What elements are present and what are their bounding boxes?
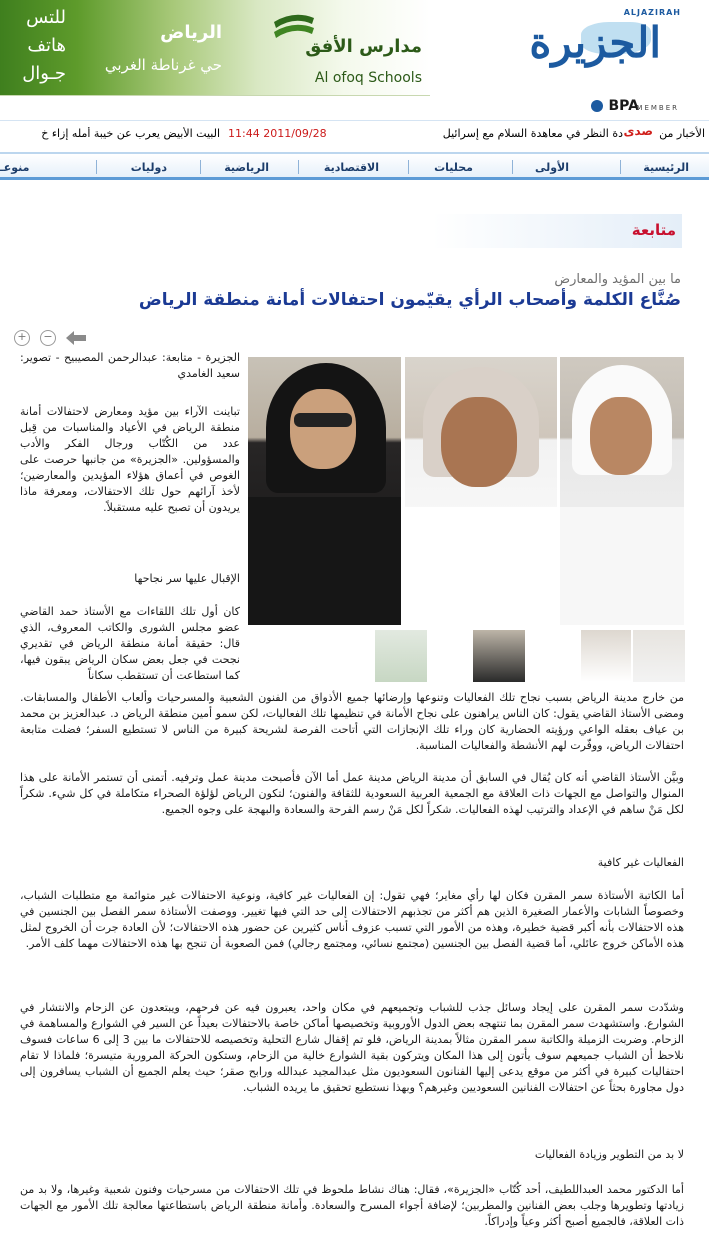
nav-separator	[408, 160, 409, 174]
photo-sunglasses	[294, 413, 352, 427]
article-byline: الجزيرة - متابعة: عبدالرحمن المصيبيح - تصوير: سعيد الغامدي	[20, 351, 240, 380]
ad-contact-text: للتس هاتف جـوال	[22, 7, 66, 84]
article-photo[interactable]	[248, 357, 401, 625]
article-paragraph: وشدّدت سمر المقرن على إيجاد وسائل جذب للشباب وتجميعهم في مكان واحد، يعبرون فيه عن فرحهم، ويبتعدون عن الزحام والانتشار في الشوارع. واستشهدت سمر المقرن بما تنتهجه بعض الدول الأوروبية وتخصيصها أماكن خاصة بالاحتفالات بعيداً عن السير في الشوارع والمساهمة في الزحام. وضربت الزميلة والكاتبة سمر المقرن مثالاً بمدينة الرياض، فلو تم إقفال شارع التحلية وتخصيصه للاحتفالات ما بين 3 إلى 6 ساعات فسوف نلاحظ أن الشباب جميعهم سوف يأتون إلى هذا المكان ويتركون بقية الشوارع خالية من الزحام، وستكون الحركة المرورية متيسرة؛ فلماذا لا تقام احتفاليات كبيرة في أكثر من موقع يدعى إليها الفنانون السعوديون مثل عبدالمجيد عبدالله ورابح صقر؛ حيث يعلم الجميع أن الشباب يسافرون إلى دول مجاورة بحثاً عن احتفالات الفنانين السعوديين وغيرهم؟ وبهذا نستطيع تحقيق ما يريده الشباب.	[20, 1001, 684, 1094]
article-paragraph: وبيَّن الأستاذ القاضي أنه كان يُقال في السابق أن مدينة الرياض مدينة عمل أما الآن فأصبحت مدينة عمل وترفيه. أتمنى أن تستمر الأمانة على هذا المنوال والتواصل مع الجهات ذات العلاقة مع الجمعية العربية السعودية للثقافة والفنون؛ لتكون الرياض لؤلؤة الصحراء متكاملة في كل شيء. شكراً لكل مَنْ ساهم في الإعداد والترتيب لهذه الفعاليات. شكراً لكل مَنْ رسم الفرحة والسعادة والبهجة على وجوه الجميع.	[20, 771, 684, 816]
ticker-item[interactable]: دة النظر في معاهدة السلام مع إسرائيل	[442, 127, 623, 140]
nav-item-international[interactable]: دوليات	[130, 161, 167, 174]
site-logo[interactable]	[432, 0, 709, 96]
nav-separator	[200, 160, 201, 174]
zoom-in-icon[interactable]: +	[14, 330, 30, 346]
article-subheading: الفعاليات غير كافية	[597, 856, 684, 869]
bpa-membership	[0, 98, 709, 120]
thumbnail[interactable]	[581, 630, 631, 682]
photo-face	[290, 389, 356, 469]
thumbnail[interactable]	[473, 630, 525, 682]
news-ticker	[0, 120, 709, 148]
article-paragraph: كان أول تلك اللقاءات مع الأستاذ حمد القاضي عضو مجلس الشورى والكاتب المعروف، الذي قال: حقيقة أمانة منطقة الرياض في تقديري نجحت في جعل بعض سكان الرياض يبقون فيها، كما استطاعت أن تستقطب سكاناً	[20, 605, 240, 682]
article-tools	[14, 328, 94, 348]
photo-thobe	[405, 507, 557, 625]
ad-city: الرياض	[160, 22, 222, 43]
main-nav	[0, 152, 709, 180]
bpa-label: BPA	[608, 98, 639, 114]
nav-item-misc[interactable]: منوعـ	[0, 161, 30, 174]
photo-face	[441, 397, 517, 487]
nav-item-economy[interactable]: الاقتصادية	[323, 161, 379, 174]
nav-item-first[interactable]: الأولى	[534, 161, 569, 174]
nav-separator	[298, 160, 299, 174]
nav-separator	[96, 160, 97, 174]
photo-thobe	[560, 507, 684, 625]
nav-separator	[512, 160, 513, 174]
photo-abaya	[248, 497, 401, 625]
thumbnail[interactable]	[633, 630, 685, 682]
article-title: صُنَّاع الكلمة وأصحاب الرأي يقيّمون احتفالات أمانة منطقة الرياض	[138, 290, 681, 310]
article-subheading: الإقبال عليها سر نجاحها	[134, 572, 240, 585]
article-photo[interactable]	[405, 357, 557, 625]
nav-item-home[interactable]: الرئيسية	[643, 161, 689, 174]
site-header	[0, 0, 709, 100]
nav-separator	[620, 160, 621, 174]
ticker-date: 11:44 2011/09/28	[228, 127, 327, 140]
photo-face	[590, 397, 652, 475]
logo-arabic: الجزيرة	[529, 18, 661, 67]
nav-item-local[interactable]: محليات	[434, 161, 473, 174]
article-paragraph: تباينت الآراء بين مؤيد ومعارض لاحتفالات أمانة منطقة الرياض في الأعياد والمناسبات من قِبل عدد من الكُتّاب ورجال الفكر والأدب والمسؤولين. «الجزيرة» من جانبها حرصت على الغوص في أعماق هؤلاء المؤيدين والمعارضين؛ لأخذ آرائهم حول تلك الاحتفالات، ومعرفة ماذا يريدون أن تصبح عليه مستقبلاً.	[20, 405, 240, 514]
thumbnail[interactable]	[375, 630, 427, 682]
article-pretitle: ما بين المؤيد والمعارض	[554, 272, 681, 287]
ad-district: حي غرناطة الغربي	[104, 56, 222, 74]
ad-school-name-en: Al ofoq Schools	[314, 70, 422, 86]
bpa-icon	[591, 100, 603, 112]
school-ad-banner[interactable]	[0, 0, 430, 96]
section-label: متابعة	[631, 221, 676, 239]
logo-latin: ALJAZIRAH	[623, 8, 681, 17]
ticker-label: الأخبار من	[659, 127, 705, 140]
zoom-out-icon[interactable]: −	[40, 330, 56, 346]
ticker-source-logo: صدى	[623, 124, 653, 138]
article-photo[interactable]	[560, 357, 684, 625]
bpa-member-label: MEMBER	[636, 104, 679, 112]
section-header	[432, 214, 682, 248]
article-paragraph: أما الدكتور محمد العبداللطيف، أحد كُتّاب «الجزيرة»، فقال: هناك نشاط ملحوظ في تلك الاحتفالات من مسرحيات وفنون شعبية وغيرها، ولا بد من زيادتها وتطويرها وجلب بعض الفنانين والمطربين؛ لإضافة أجواء المسرح والسعادة. وأمانة منطقة الرياض باستطاعتها معالجة تلك الأمور مع الجهات ذات العلاقة، فالجميع أصبح أكثر وعياً وإدراكاً.	[20, 1183, 684, 1228]
article-paragraph: من خارج مدينة الرياض بسبب نجاح تلك الفعاليات وتنوعها وإرضائها جميع الأذواق من الفنون الشعبية والمسرحيات وألعاب الأطفال والمسابقات. ومضى الأستاذ القاضي يقول: كان الناس يراهنون على نجاح الأمانة في تنظيمها تلك الفعاليات، لكن سمو أمين منطقة الرياض د. عبدالعزيز بن محمد بن عياف بعقله الواعي ورؤيته الحضارية كان وراء تلك الإنجازات التي أتاحت الفرصة لشريحة كبيرة من الناس لا تستطيع السفر؛ فضلت متابعة احتفالات الرياض، ووفّرت لهم الأنشطة والفعاليات المناسبة.	[20, 691, 684, 752]
ticker-item[interactable]: البيت الأبيض يعرب عن خيبة أمله إزاء خ	[41, 127, 220, 140]
article-subheading: لا بد من التطوير وزيادة الفعاليات	[534, 1148, 684, 1161]
nav-item-sports[interactable]: الرياضية	[224, 161, 269, 174]
back-arrow-icon[interactable]	[66, 331, 86, 345]
ad-school-name-ar: مدارس الأفق	[305, 36, 422, 57]
article-paragraph: أما الكاتبة الأستاذة سمر المقرن فكان لها رأي مغاير؛ فهي تقول: إن الفعاليات غير كافية، ونوعية الاحتفالات غير متوائمة مع متطلبات الشباب، وخصوصاً الشابات والأعمار الصغيرة الذين هم أكثر من تجذبهم الاحتفالات إلى حد التي فيها تغيير. ووصفت الأستاذة سمر الفصل بين الجنسين في هذه الاحتفالات بأنه أكبر قضية خطيرة، وهذه من الأمور التي تسبب عزوف أناس كثيرين عن حضور هذه الاحتفالات؛ لأن العادة جرت أن الخروج لمثل هذه الأماكن خروج عائلي، أما قضية الفصل بين الجنسين (مجتمع نسائي، ومجتمع رجالي) فمن الصعوبة أن تنجح بها هذه الاحتفالات مهما كلف الأمر.	[20, 889, 684, 950]
